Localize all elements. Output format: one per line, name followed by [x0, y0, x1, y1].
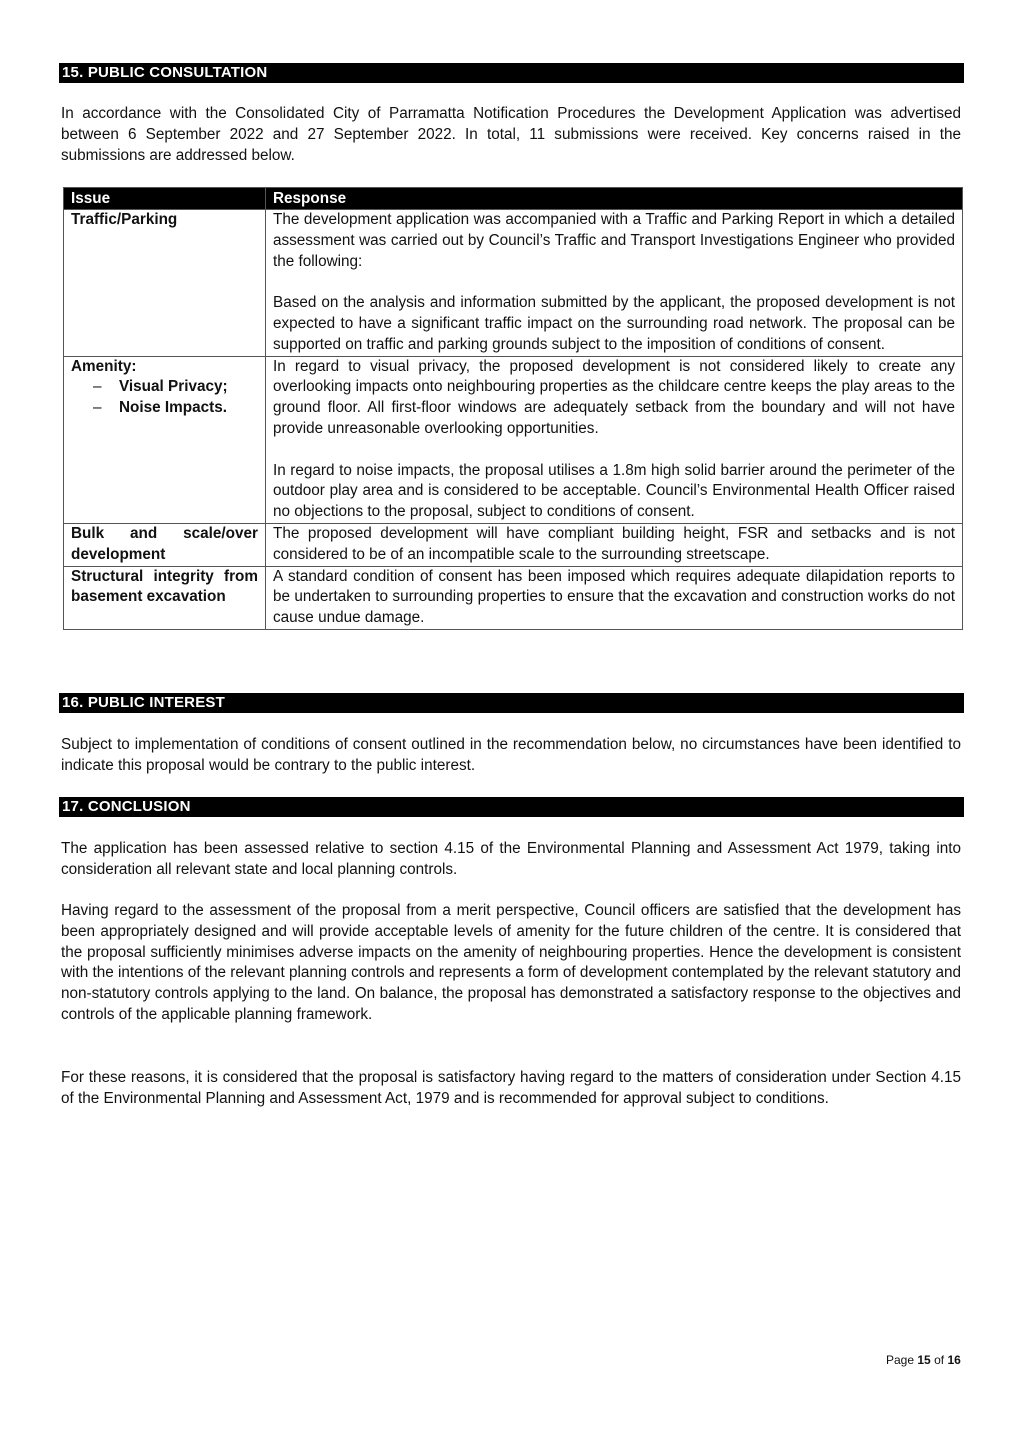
response-cell [266, 356, 963, 523]
sub-issue-item [71, 377, 258, 398]
issue-cell: Bulk and scale/over development [64, 523, 266, 566]
current-page: 15 [917, 1353, 931, 1367]
table-row [64, 566, 963, 629]
section-15-heading: 15. PUBLIC CONSULTATION [59, 63, 964, 83]
issue-column-header: Issue [64, 188, 266, 210]
response-paragraph: In regard to noise impacts, the proposal utilises a 1.8m high solid barrier around the perimeter of the outdoor play area and is considered to be acceptable. Council’s Environmental Health Officer raised no objections to the proposal, subject to conditions of consent. [273, 461, 955, 521]
conclusion-paragraph-2: Having regard to the assessment of the proposal from a merit perspective, Council officers are satisfied that the development has been appropriately designed and will provide acceptable levels of amenity for the future children of the centre. It is considered that the proposal sufficiently minimises adverse impacts on the amenity of neighbouring properties. Hence the development is consistent with the intentions of the relevant planning controls and represents a form of development contemplated by the relevant statutory and non-statutory controls applying to the land. On balance, the proposal has demonstrated a satisfactory response to the objectives and controls of the applicable planning framework. [61, 902, 961, 1023]
response-cell [266, 566, 963, 629]
sub-issue-item [71, 398, 258, 419]
table-row [64, 523, 963, 566]
dash-marker: – [93, 378, 102, 396]
response-paragraph: The development application was accompanied with a Traffic and Parking Report in which a detailed assessment was carried out by Council’s Traffic and Transport Investigations Engineer who provided the following: [273, 211, 955, 270]
response-paragraph: The proposed development will have compliant building height, FSR and setbacks and is not considered to be of an incompatible scale to the surrounding streetscape. [273, 524, 955, 563]
section-17-heading: 17. CONCLUSION [59, 797, 964, 817]
table-header-row [64, 188, 963, 210]
conclusion-paragraph-3: For these reasons, it is considered that the proposal is satisfactory having regard to the matters of consideration under Section 4.15 of the Environmental Planning and Assessment Act, 1979 and is recommended for approval subject to conditions. [61, 1069, 961, 1107]
page-label: Page [886, 1353, 915, 1367]
response-paragraph: A standard condition of consent has been imposed which requires adequate dilapidation reports to be undertaken to surrounding properties to ensure that the excavation and construction works do not cause undue damage. [273, 567, 955, 627]
sub-issue-label: Visual Privacy; [119, 378, 228, 396]
response-paragraph: In regard to visual privacy, the proposed development is not considered likely to create any overlooking impacts onto neighbouring properties as the childcare centre keeps the play areas to the ground floor. All first-floor windows are adequately setback from the boundary and will not have provide unreasonable overlooking opportunities. [273, 357, 955, 437]
page-of: of [934, 1353, 945, 1367]
issue-label: Amenity: [71, 357, 137, 375]
dash-marker: – [93, 399, 102, 417]
table-row [64, 210, 963, 357]
section-16-text: Subject to implementation of conditions of consent outlined in the recommendation below, no circumstances have been identified to indicate this proposal would be contrary to the public interest. [61, 736, 961, 774]
total-pages: 16 [947, 1353, 961, 1367]
response-paragraph: Based on the analysis and information submitted by the applicant, the proposed development is not expected to have a significant traffic impact on the surrounding road network. The proposal can be supported on traffic and parking grounds subject to the imposition of conditions of consent. [273, 294, 955, 353]
sub-issue-label: Noise Impacts. [119, 399, 227, 417]
issue-cell: Traffic/Parking [64, 210, 266, 357]
submissions-table [63, 187, 963, 630]
section-15-intro: In accordance with the Consolidated City of Parramatta Notification Procedures the Development Application was advertised between 6 September 2022 and 27 September 2022. In total, 11 submissions were received. Key concerns raised in the submissions are addressed below. [61, 105, 961, 164]
response-cell [266, 210, 963, 357]
response-cell [266, 523, 963, 566]
response-column-header: Response [266, 188, 963, 210]
section-16-heading: 16. PUBLIC INTEREST [59, 693, 964, 713]
issue-cell [64, 356, 266, 523]
conclusion-paragraph-1: The application has been assessed relative to section 4.15 of the Environmental Planning and Assessment Act 1979, taking into consideration all relevant state and local planning controls. [61, 840, 961, 878]
page-number [886, 1353, 961, 1367]
table-row [64, 356, 963, 523]
issue-cell: Structural integrity from basement excavation [64, 566, 266, 629]
